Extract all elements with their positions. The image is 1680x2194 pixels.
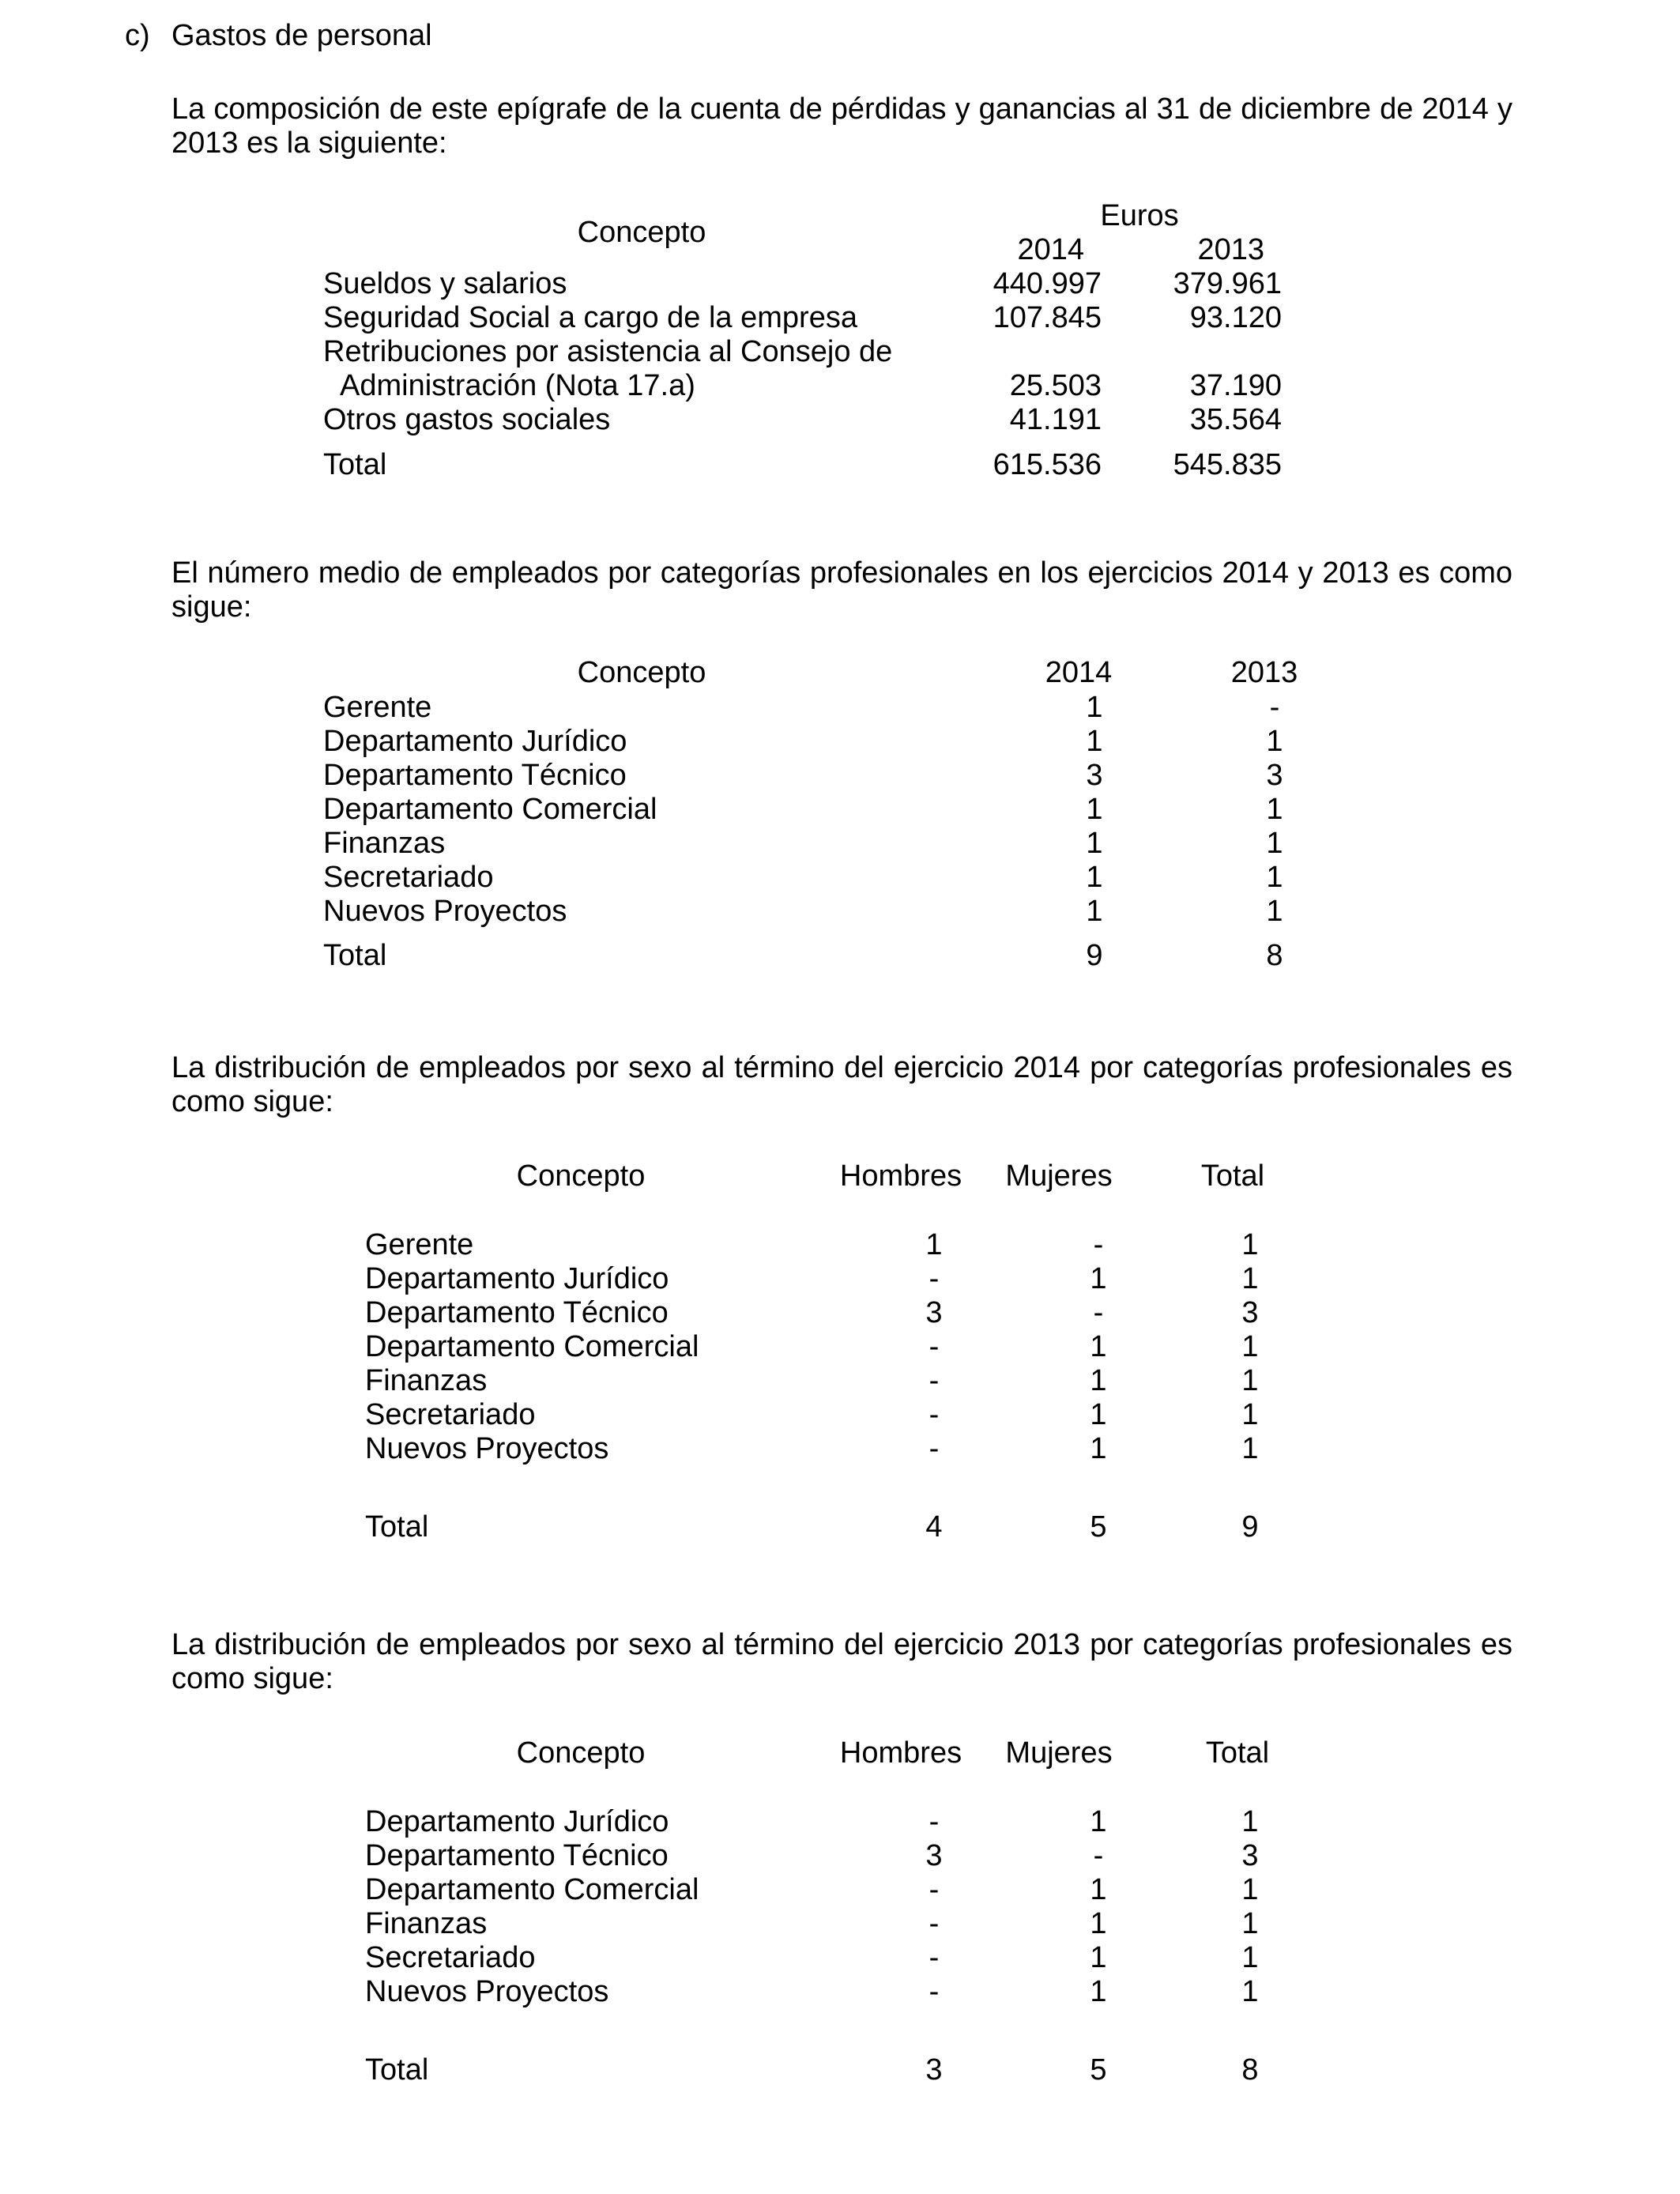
row-label: Departamento Técnico xyxy=(365,1839,669,1872)
g13-total-header: Total xyxy=(1205,1736,1270,1770)
total-total: 8 xyxy=(1241,2053,1259,2087)
row-men: 3 xyxy=(925,1296,943,1329)
avg-year1-header: 2014 xyxy=(1045,656,1113,689)
total-women: 5 xyxy=(1090,1510,1107,1544)
section-title: Gastos de personal xyxy=(171,19,432,52)
row-total: 3 xyxy=(1241,1839,1259,1872)
total-value-2014: 9 xyxy=(1086,939,1103,972)
row-value-2013: 93.120 xyxy=(1189,301,1282,334)
row-value-2013: 379.961 xyxy=(1173,267,1282,300)
row-women: 1 xyxy=(1090,1941,1107,1974)
row-value-2013: 1 xyxy=(1266,861,1283,894)
row-men: - xyxy=(929,1805,940,1838)
row-value-2014: 1 xyxy=(1086,793,1103,826)
row-label: Gerente xyxy=(365,1228,474,1261)
row-men: - xyxy=(929,1262,940,1295)
row-women: 1 xyxy=(1090,1432,1107,1465)
row-total: 1 xyxy=(1241,1805,1259,1838)
row-total: 1 xyxy=(1241,1432,1259,1465)
row-women: 1 xyxy=(1090,1364,1107,1397)
row-total: 3 xyxy=(1241,1296,1259,1329)
row-value-2013: - xyxy=(1269,691,1280,724)
row-label: Gerente xyxy=(323,691,432,724)
row-label: Departamento Técnico xyxy=(365,1296,669,1329)
row-value-2013: 1 xyxy=(1266,895,1283,928)
g14-total-header: Total xyxy=(1200,1159,1265,1193)
row-label: Departamento Comercial xyxy=(323,793,657,826)
expenses-year2-header: 2013 xyxy=(1197,233,1264,266)
row-label: Nuevos Proyectos xyxy=(365,1975,609,2008)
row-men: - xyxy=(929,1907,940,1940)
row-label: Finanzas xyxy=(323,827,446,860)
row-total: 1 xyxy=(1241,1364,1259,1397)
total-label: Total xyxy=(323,448,387,481)
row-value-2014: 1 xyxy=(1086,861,1103,894)
row-label: Seguridad Social a cargo de la empresa xyxy=(323,301,857,334)
row-women: 1 xyxy=(1090,1262,1107,1295)
row-total: 1 xyxy=(1241,1873,1259,1906)
row-label: Secretariado xyxy=(365,1398,536,1431)
row-value-2013: 35.564 xyxy=(1189,403,1282,436)
row-value-2014: 1 xyxy=(1086,725,1103,758)
avg-year2-header: 2013 xyxy=(1230,656,1298,689)
row-women: - xyxy=(1093,1839,1104,1872)
section4-intro: La distribución de empleados por sexo al término del ejercicio 2013 por categorías profesionales es como sigue: xyxy=(171,1628,1512,1695)
row-value-2013: 37.190 xyxy=(1189,369,1282,402)
row-men: - xyxy=(929,1975,940,2008)
row-label: Nuevos Proyectos xyxy=(323,895,567,928)
section-marker: c) xyxy=(125,19,150,52)
row-label: Departamento Técnico xyxy=(323,759,627,792)
row-women: 1 xyxy=(1090,1805,1107,1838)
row-label: Retribuciones por asistencia al Consejo de xyxy=(323,335,893,368)
row-value-2014: 3 xyxy=(1086,759,1103,792)
row-label: Departamento Jurídico xyxy=(365,1805,669,1838)
row-women: 1 xyxy=(1090,1330,1107,1363)
row-value-2014: 107.845 xyxy=(993,301,1102,334)
row-men: - xyxy=(929,1432,940,1465)
section1-intro: La composición de este epígrafe de la cuenta de pérdidas y ganancias al 31 de diciembre de 2014 y 2013 es la siguiente: xyxy=(171,92,1512,160)
expenses-year1-header: 2014 xyxy=(1017,233,1084,266)
row-men: - xyxy=(929,1941,940,1974)
row-total: 1 xyxy=(1241,1941,1259,1974)
section2-intro: El número medio de empleados por categorías profesionales en los ejercicios 2014 y 2013 es como sigue: xyxy=(171,556,1512,624)
row-value-2014: 25.503 xyxy=(1009,369,1102,402)
total-men: 4 xyxy=(925,1510,943,1544)
g13-concept-header: Concepto xyxy=(516,1736,646,1770)
total-value-2013: 545.835 xyxy=(1173,448,1282,481)
g14-concept-header: Concepto xyxy=(516,1159,646,1193)
row-value-2014: 440.997 xyxy=(993,267,1102,300)
row-label: Departamento Jurídico xyxy=(323,725,627,758)
total-label: Total xyxy=(365,1510,429,1544)
row-label: Secretariado xyxy=(323,861,494,894)
expenses-unit-header: Euros xyxy=(1100,199,1179,232)
row-total: 1 xyxy=(1241,1975,1259,2008)
row-women: 1 xyxy=(1090,1907,1107,1940)
row-men: 3 xyxy=(925,1839,943,1872)
row-value-2014: 1 xyxy=(1086,691,1103,724)
expenses-concept-header: Concepto xyxy=(577,216,706,249)
row-total: 1 xyxy=(1241,1398,1259,1431)
row-total: 1 xyxy=(1241,1228,1259,1261)
total-value-2014: 615.536 xyxy=(993,448,1102,481)
row-total: 1 xyxy=(1241,1330,1259,1363)
row-women: - xyxy=(1093,1296,1104,1329)
row-label: Nuevos Proyectos xyxy=(365,1432,609,1465)
row-value-2014: 41.191 xyxy=(1009,403,1102,436)
g14-women-header: Mujeres xyxy=(1005,1159,1113,1193)
row-women: 1 xyxy=(1090,1398,1107,1431)
row-men: - xyxy=(929,1330,940,1363)
row-women: 1 xyxy=(1090,1873,1107,1906)
total-men: 3 xyxy=(925,2053,943,2087)
row-total: 1 xyxy=(1241,1262,1259,1295)
row-value-2014: 1 xyxy=(1086,827,1103,860)
row-value-2013: 3 xyxy=(1266,759,1283,792)
row-value-2013: 1 xyxy=(1266,793,1283,826)
row-women: 1 xyxy=(1090,1975,1107,2008)
g14-men-header: Hombres xyxy=(839,1159,962,1193)
row-label: Departamento Jurídico xyxy=(365,1262,669,1295)
row-label: Secretariado xyxy=(365,1941,536,1974)
row-men: - xyxy=(929,1873,940,1906)
section3-intro: La distribución de empleados por sexo al término del ejercicio 2014 por categorías profesionales es como sigue: xyxy=(171,1051,1512,1118)
row-label: Sueldos y salarios xyxy=(323,267,567,300)
row-men: - xyxy=(929,1364,940,1397)
row-men: - xyxy=(929,1398,940,1431)
row-value-2014: 1 xyxy=(1086,895,1103,928)
row-women: - xyxy=(1093,1228,1104,1261)
avg-concept-header: Concepto xyxy=(577,656,706,689)
total-women: 5 xyxy=(1090,2053,1107,2087)
row-value-2013: 1 xyxy=(1266,725,1283,758)
row-label: Finanzas xyxy=(365,1364,488,1397)
row-label: Departamento Comercial xyxy=(365,1873,699,1906)
row-label: Finanzas xyxy=(365,1907,488,1940)
row-value-2013: 1 xyxy=(1266,827,1283,860)
g13-men-header: Hombres xyxy=(839,1736,962,1770)
total-total: 9 xyxy=(1241,1510,1259,1544)
total-value-2013: 8 xyxy=(1266,939,1283,972)
row-total: 1 xyxy=(1241,1907,1259,1940)
row-label: Departamento Comercial xyxy=(365,1330,699,1363)
total-label: Total xyxy=(323,939,387,972)
row-label-continuation: Administración (Nota 17.a) xyxy=(340,369,695,402)
row-label: Otros gastos sociales xyxy=(323,403,611,436)
total-label: Total xyxy=(365,2053,429,2087)
row-men: 1 xyxy=(925,1228,943,1261)
g13-women-header: Mujeres xyxy=(1005,1736,1113,1770)
